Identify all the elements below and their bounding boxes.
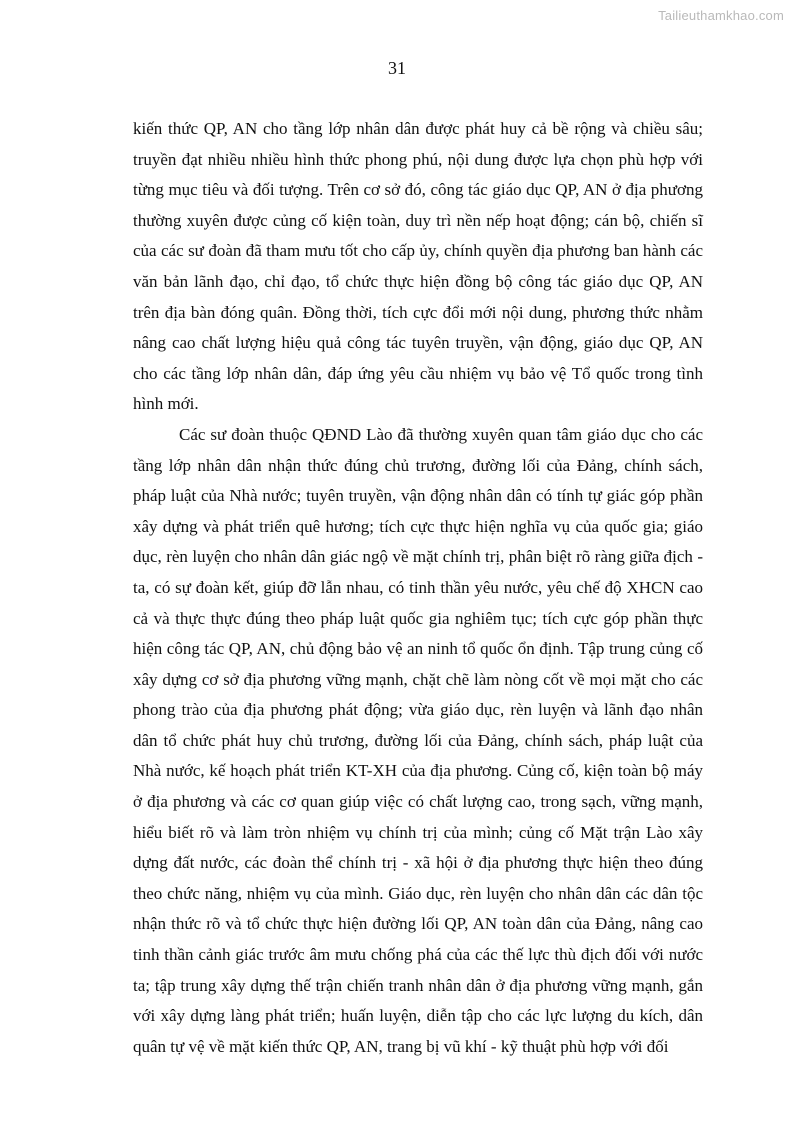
document-body	[133, 114, 703, 1062]
watermark-text: Tailieuthamkhao.com	[658, 8, 784, 23]
page-number: 31	[388, 58, 406, 78]
paragraph-continued: kiến thức QP, AN cho tầng lớp nhân dân được phát huy cả bề rộng và chiều sâu; truyền đạt nhiều nhiều hình thức phong phú, nội dung được lựa chọn phù hợp với từng mục tiêu và đối tượng. Trên cơ sở đó, công tác giáo dục QP, AN ở địa phương thường xuyên được củng cố kiện toàn, duy trì nền nếp hoạt động; cán bộ, chiến sĩ của các sư đoàn đã tham mưu tốt cho cấp ủy, chính quyền địa phương ban hành các văn bản lãnh đạo, chỉ đạo, tổ chức thực hiện đồng bộ công tác giáo dục QP, AN trên địa bàn đóng quân. Đồng thời, tích cực đổi mới nội dung, phương thức nhằm nâng cao chất lượng hiệu quả công tác tuyên truyền, vận động, giáo dục QP, AN cho các tầng lớp nhân dân, đáp ứng yêu cầu nhiệm vụ bảo vệ Tổ quốc trong tình hình mới.	[133, 119, 703, 414]
paragraph: Các sư đoàn thuộc QĐND Lào đã thường xuyên quan tâm giáo dục cho các tầng lớp nhân dân nhận thức đúng chủ trương, đường lối của Đảng, chính sách, pháp luật của Nhà nước; tuyên truyền, vận động nhân dân có tính tự giác góp phần xây dựng và phát triển quê hương; tích cực thực hiện nghĩa vụ của quốc gia; giáo dục, rèn luyện cho nhân dân giác ngộ về mặt chính trị, phân biệt rõ ràng giữa địch - ta, có sự đoàn kết, giúp đỡ lẫn nhau, có tinh thần yêu nước, yêu chế độ XHCN cao cả và thực thực đúng theo pháp luật quốc gia nghiêm tục; tích cực góp phần thực hiện công tác QP, AN, chủ động bảo vệ an ninh tổ quốc ổn định. Tập trung củng cố xây dựng cơ sở địa phương vững mạnh, chặt chẽ làm nòng cốt về mọi mặt cho các phong trào của địa phương phát động; vừa giáo dục, rèn luyện và lãnh đạo nhân dân tổ chức phát huy chủ trương, đường lối của Đảng, chính sách, pháp luật của Nhà nước, kế hoạch phát triển KT-XH của địa phương. Củng cố, kiện toàn bộ máy ở địa phương và các cơ quan giúp việc có chất lượng cao, trong sạch, vững mạnh, hiểu biết rõ và làm tròn nhiệm vụ chính trị của mình; củng cố Mặt trận Lào xây dựng đất nước, các đoàn thể chính trị - xã hội ở địa phương thực hiện theo đúng theo chức năng, nhiệm vụ của mình. Giáo dục, rèn luyện cho nhân dân các dân tộc nhận thức rõ và tổ chức thực hiện đường lối QP, AN toàn dân của Đảng, nâng cao tinh thần cảnh giác trước âm mưu chống phá của các thế lực thù địch đối với nước ta; tập trung xây dựng thế trận chiến tranh nhân dân ở địa phương vững mạnh, gắn với xây dựng làng phát triển; huấn luyện, diễn tập cho các lực lượng du kích, dân quân tự vệ về mặt kiến thức QP, AN, trang bị vũ khí - kỹ thuật phù hợp với đối	[133, 424, 703, 1056]
